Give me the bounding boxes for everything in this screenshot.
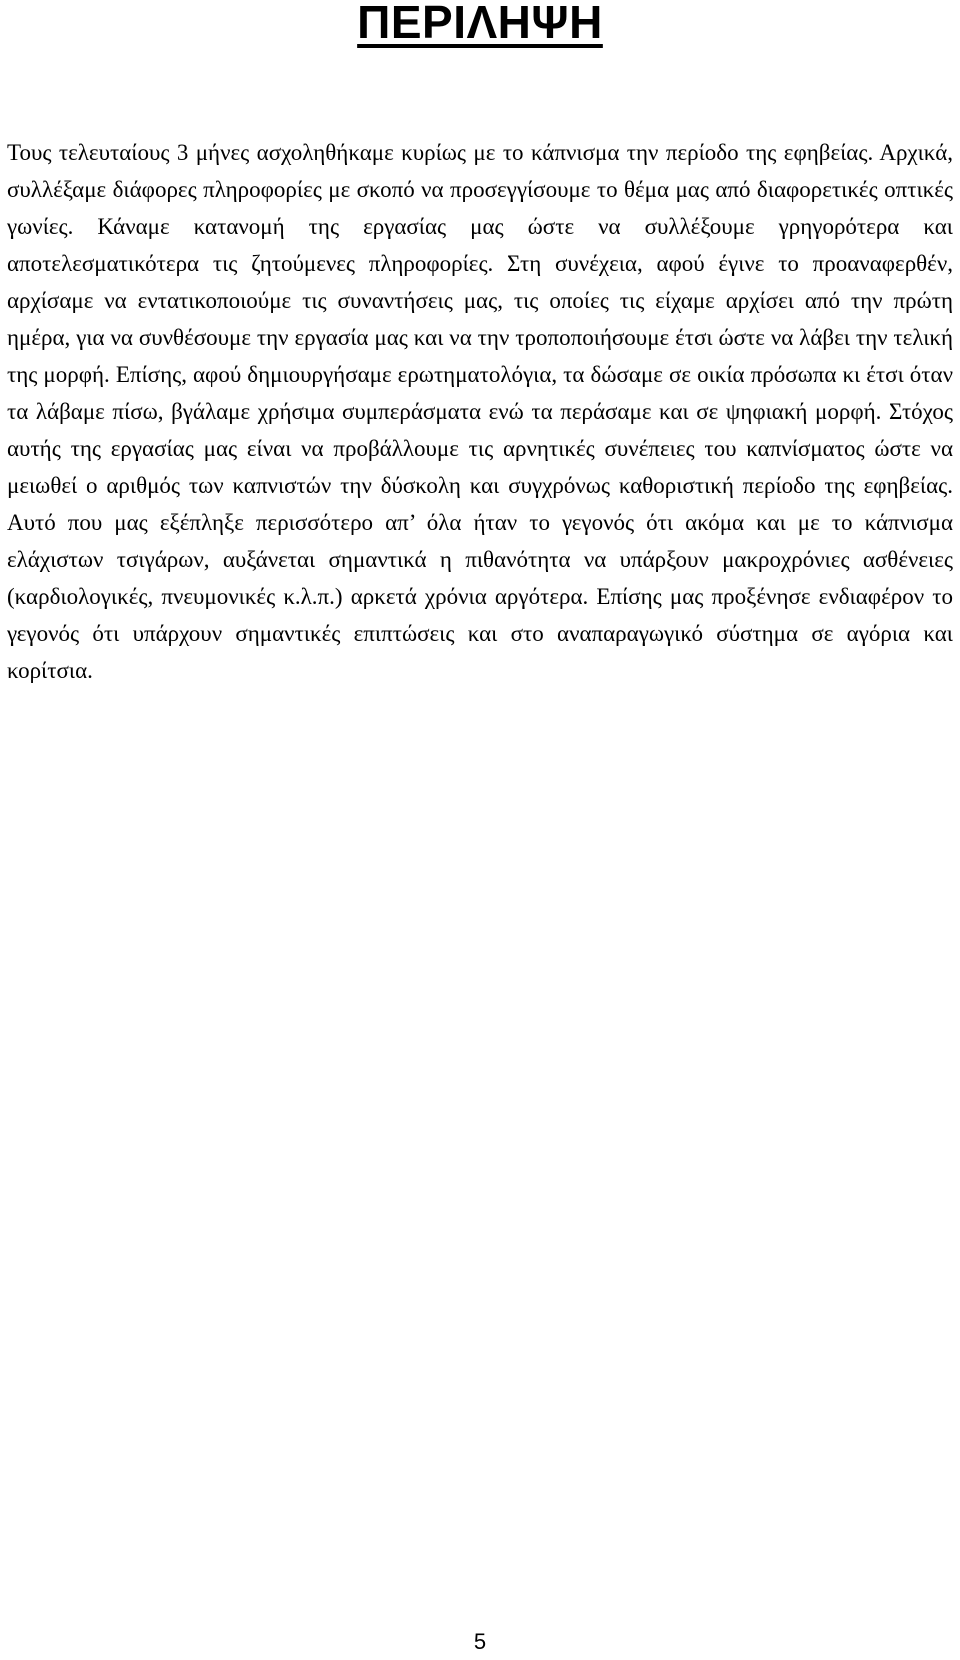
page-number: 5 xyxy=(473,1629,487,1654)
page-title: ΠΕΡΙΛΗΨΗ xyxy=(357,0,603,48)
summary-paragraph: Τους τελευταίους 3 μήνες ασχοληθήκαμε κυρίως με το κάπνισμα την περίοδο της εφηβείας. Αρχικά, συλλέξαμε διάφορες πληροφορίες με σκοπό να προσεγγίσουμε το θέμα μας από διαφορετικές οπτικές γωνίες. Κάναμε κατανομή της εργασίας μας ώστε να συλλέξουμε γρηγορότερα και αποτελεσματικότερα τις ζητούμενες πληροφορίες. Στη συνέχεια, αφού έγινε το προαναφερθέν, αρχίσαμε να εντατικοποιούμε τις συναντήσεις μας, τις οποίες τις είχαμε αρχίσει από την πρώτη ημέρα, για να συνθέσουμε την εργασία μας και να την τροποποιήσουμε έτσι ώστε να λάβει την τελική της μορφή. Επίσης, αφού δημιουργήσαμε ερωτηματολόγια, τα δώσαμε σε οικία πρόσωπα κι έτσι όταν τα λάβαμε πίσω, βγάλαμε χρήσιμα συμπεράσματα ενώ τα περάσαμε και σε ψηφιακή μορφή. Στόχος αυτής της εργασίας μας είναι να προβάλλουμε τις αρνητικές συνέπειες του καπνίσματος ώστε να μειωθεί ο αριθμός των καπνιστών την δύσκολη και συγχρόνως καθοριστική περίοδο της εφηβείας. Αυτό που μας εξέπληξε περισσότερο απ’ όλα ήταν το γεγονός ότι ακόμα και με το κάπνισμα ελάχιστων τσιγάρων, αυξάνεται σημαντικά η πιθανότητα να υπάρξουν μακροχρόνιες ασθένειες (καρδιολογικές, πνευμονικές κ.λ.π.) αρκετά χρόνια αργότερα. Επίσης μας προξένησε ενδιαφέρον το γεγονός ότι υπάρχουν σημαντικές επιπτώσεις και στο αναπαραγωγικό σύστημα σε αγόρια και κορίτσια. xyxy=(7,140,953,683)
